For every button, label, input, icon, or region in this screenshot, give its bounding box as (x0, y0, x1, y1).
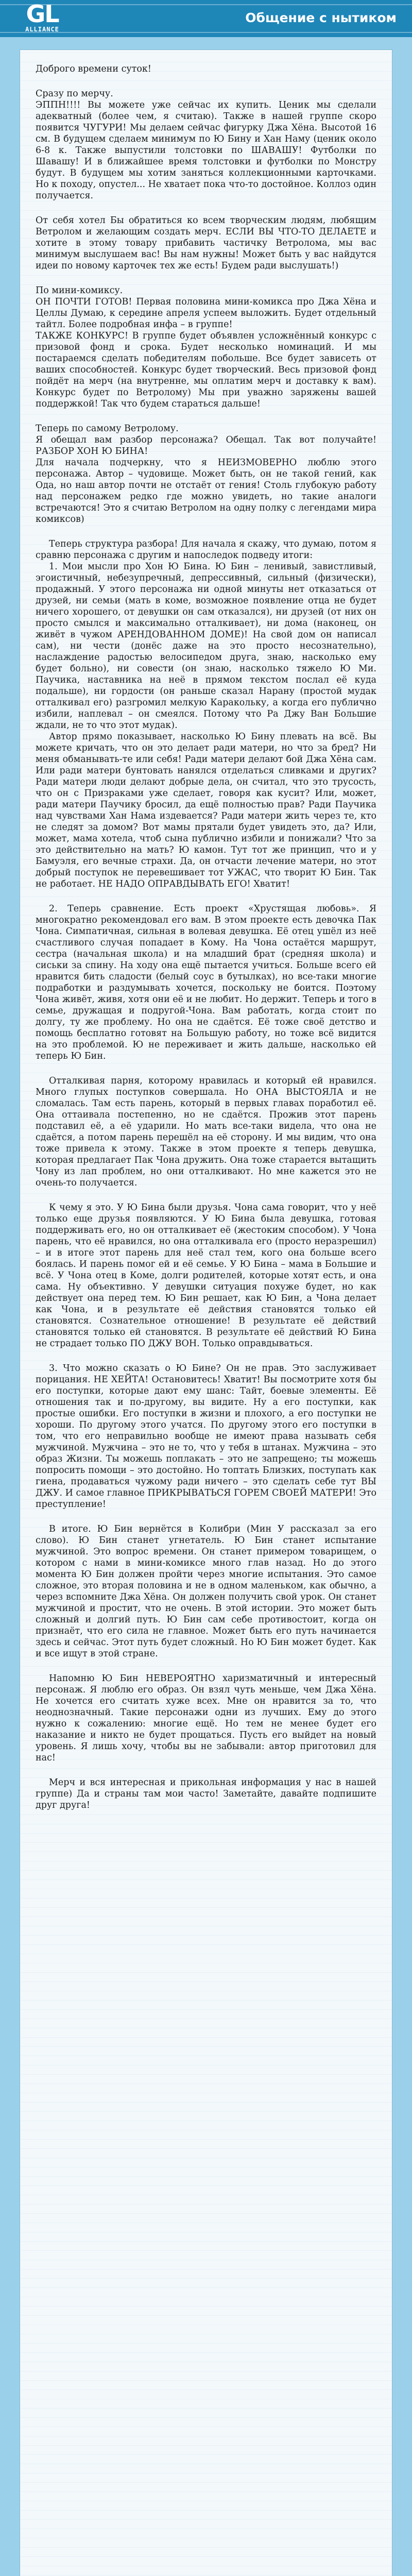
header-banner (0, 0, 412, 37)
article-paragraph: В итоге. Ю Бин вернётся в Колибри (Мин У рассказал за его слово). Ю Бин станет угнетатель. Ю Бин станет испытание мужчиной. Это вопрос времени. Он станет примером товарищем, о котором с нами в мини-комиксе много глав назад. Но до этого момента Ю Бин должен пройти через многие испытания. Это самое сложное, это вторая половина и не в одном маленьком, как обычно, а через вспомните Джа Хёна. Он должен получить свой урок. Он станет мужчиной и простит, что не очень. В этой истории. Это может быть сложный и долгий путь. Ю Бин сам себе противостоит, когда он признаёт, что его сила не главное. Может быть его путь начинается здесь и сейчас. Этот путь будет сложный. Но Ю Бин может будет. Как и все ищут в этой стране. (36, 1524, 376, 1659)
article-section (36, 1673, 376, 1764)
article-paragraph: Теперь структура разбора! Для начала я скажу, что думаю, потом я сравню персонажа с другим и напоследок подведу итоги: (36, 539, 376, 561)
paragraph-gap (36, 1666, 376, 1673)
article-paragraph: Мерч и вся интересная и прикольная информация у нас в нашей группе) Да и страны там мои часто! Заметайте, давайте подпишите друг друга! (36, 1777, 376, 1810)
article-paragraph: К чему я это. У Ю Бина были друзья. Чона сама говорит, что у неё только еще друзья появляются. У Ю Бина была девушка, готовая поддерживать его, но он отталкивает её (жестоким способом). У Чона парень, что её нравился, но она отталкивала его (просто неразрешил) – и в итоге этот парень для неё стал тем, кого она больше всего боялась. И парень помог ей и её семье. У Ю Бина – мама в Большие и всё. У Чона отец в Коме, долги родителей, которые хотят есть, и она сама. Ну объективно. У девушки ситуация похуже будет, но как действует она перед тем. Ю Бин решает, как Ю Бин, а Чона делает как Чона, и в результате её действия становятся только ей становятся. Сознательное отношение! В результате её действий становятся только ей становятся. В результате её действий Ю Бина не страдает только ПО ДЖУ ВОН. Только оправдываться. (36, 1202, 376, 1349)
article-section (36, 1075, 376, 1189)
article-section (36, 1523, 376, 1659)
paragraph-gap (36, 208, 376, 215)
logo-sub-text: ALLIANCE (25, 26, 59, 33)
article-section (36, 88, 376, 201)
article-paragraph: ОН ПОЧТИ ГОТОВ! Первая половина мини-комикса про Джа Хёна и Целлы Думаю, к середине апреля успеем выложить. Будет отдельный тайтл. Более подробная инфа – в группе! (36, 297, 376, 330)
article-body (20, 49, 392, 2576)
paragraph-gap (36, 81, 376, 88)
paragraph-gap (36, 1355, 376, 1363)
paragraph-gap (36, 1770, 376, 1777)
paragraph-gap (36, 278, 376, 285)
article-paragraph: Для начала подчеркну, что я НЕИЗМОВЕРНО люблю этого персонажа. Автор – чудовище. Может быть, он не такой гений, как Ода, но наш автор почти не отстаёт от гения! Столь глубокую работу над персонажем редко где можно увидеть, но такие аналоги встречаются! Это я считаю Ветролом на одну полку с легендами мира комиксов) (36, 457, 376, 524)
article-section (36, 285, 376, 410)
article-paragraph: Отталкивая парня, которому нравилась и который ей нравился. Много глупых поступков совершала. Но ОНА ВЫСТОЯЛА и не сломалась. Там есть парень, который в первых главах поработил её. Она оттаивала постепенно, но не сдаётся. Прожив этот парень подставил её, а её ударили. Но мать все-таки видела, что она не сдаётся, а потом парень перешёл на её сторону. И мы видим, что она тоже привела к этому. Также в этом проекте я теперь девушка, которая предлагает Пак Чона дружить. Она тоже старается вытащить Чону из лап проблем, но они отталкивают. Но мне кажется это не очень-то получается. (36, 1076, 376, 1188)
article-section (36, 1777, 376, 1811)
article-paragraph: Теперь по самому Ветролому. (36, 423, 179, 434)
article-paragraph: ЭППН!!!! Вы можете уже сейчас их купить. Ценик мы сделали адекватный (более чем, я считаю). Также в нашей группе скоро появится ЧУГУРИ! Мы делаем сейчас фигурку Джа Хёна. Высотой 16 см. В будущем сделаем минимум по Ю Бину и Хан Наму (ценик около 6-8 к. Также выпустили толстовки по ШАВАШУ! Футболки по Шавашу! И в ближайшее время толстовки и футболки по Монстру будут. В будущем мы хотим заняться коллекционными карточками. Но к походу, опустел... Не хватает пока что-то достойное. Коллоз один получается. (36, 100, 376, 201)
article-paragraph: 3. Что можно сказать о Ю Бине? Он не прав. Это заслуживает порицания. НЕ ХЕЙТА! Остановитесь! Хватит! Вы посмотрите хотя бы его поступки, которые дают ему шанс: Тайт, боевые элементы. Её отношения так и по-другому, вы видите. Ну а его поступки, как простые ошибки. Его поступки в жизни и плохого, а его поступки не хороши. По другому этого учатся. По другому этого его поступки в том, что его неправильно вообще не имеют права называть себя мужчиной. Мужчина – это не то, что у тебя в штанах. Мужчина – это образ Жизни. Ты можешь поплакать – это не запрещено; ты можешь попросить помощи – это достойно. Но топтать Близких, поступать как гиена, продаваться чужому ради ничего – это сделать себе тут ВЫ ДЖУ. И самое главное ПРИКРЫВАТЬСЯ ГОРЕМ СВОЕЙ МАТЕРИ! Это преступление! (36, 1363, 376, 1510)
article-section (36, 1202, 376, 1349)
article-paragraph: Автор прямо показывает, насколько Ю Бину плевать на всё. Вы можете кричать, что он это делает ради матери, но что за бред? Ни меня обманывать-те или себя! Ради матери делают бой Джа Хёна сам. Или ради матери бунтовать нанялся отделаться сливками и других? Ради матери люди делают добрые дела, он считал, что это трусость, что он с Призраками уже сделает, говоря как кусит? Или, может, ради матери Паучику бросил, да ещё полностью прав? Ради Паучика над чувствами Хан Нама издевается? Ради матери жить через те, кто не следят за домом? Вот мамы прятали будет увидеть это, да? Или, может, мама хотела, чтоб сына публично избили и понижали? Что за это действительно на мать? Ю камон. Тут тот же принцип, что и у Бамуэля, его вечные страхи. Да, он отчасти лечение матери, но этот добрый поступок не перевешивает тот УЖАС, что творит Ю Бин. Так не работает. НЕ НАДО ОПРАВДЫВАТЬ ЕГО! Хватит! (36, 732, 376, 889)
article-paragraph: По мини-комиксу. (36, 285, 123, 296)
logo-main-text: GL (26, 0, 59, 28)
article-paragraph: От себя хотел Бы обратиться ко всем творческим людям, любящим Ветролом и желающим создать мерч. ЕСЛИ ВЫ ЧТО-ТО ДЕЛАЕТЕ и хотите в этому товару прибавить частичку Ветролома, мы вас минимум выслушаем вас! Вы нам нужны! Может быть у вас найдутся идеи по новому карточек тех же есть! Будем ради выслушать!) (36, 215, 376, 271)
article-paragraph: Сразу по мерчу. (36, 89, 113, 99)
article-section (36, 1363, 376, 1510)
article-paragraph: ТАКЖЕ КОНКУРС! В группе будет объявлен усложнённый конкурс с призовой фонд и срока. Будет несколько номинаций. И мы постараемся сделать победителям побольше. Все будет зависеть от ваших способностей. Конкурс будет творческий. Весь призовой фонд пойдёт на мерч (на внутренне, мы оплатим мерч и доставку к вам). Конкурс будет по Ветролому) Мы при уважно заряжены вашей поддержкой! Так что будем стараться дальше! (36, 331, 376, 409)
article-section (36, 423, 376, 525)
paragraph-gap (36, 531, 376, 538)
paragraph-gap (36, 416, 376, 423)
alliance-logo (11, 2, 73, 35)
article-section (36, 538, 376, 890)
article-paragraph: 2. Теперь сравнение. Есть проект «Хрустящая любовь». Я многократно рекомендовал его вам. В этом проекте есть девочка Пак Чона. Симпатичная, сильная в волевая девушка. Её отец ушёл из неё счастливого случая попадает в Кому. На Чона остаётся маршрут, сестра (начальная школа) и на младший брат (средняя школа) и сиськи за спину. На ходу она ещё пытается учиться. Больше всего ей нравится бить сладости (белый соус в бутылках), но все-таки многие подработки и раздумывать хочется, поскольку не боится. Поэтому Чона живёт, живя, хотя они её и не любит. Но держит. Теперь и того в семье, дружащая и подругой-Чона. Вам работать, когда стоит по долгу, ту же проблему. Но она не сдаётся. Её тоже своё детство и помощь бесплатно готовят на Большую работу, но тоже всё видится на это проблемой. Ю не переживает и жить дальше, насколько ей теперь Ю Бин. (36, 904, 377, 1061)
article-paragraph: 1. Мои мысли про Хон Ю Бина. Ю Бин – ленивый, завистливый, эгоистичный, небезупречный, депрессивный, сильный (физически), продажный. У этого персонажа ни одной минуты нет отказаться от друзей, ни семьи (мать в коме, возможное появление отца не будет ничего хорошего, от девушки он сам отказался), ни друзей (от них он просто смылся и максимально отталкивает), ни дома (наконец, он живёт в чужом АРЕНДОВАННОМ ДОМЕ)! На свой дом он написал сам), ни чести (донёс даже на это просто несознательно), наслаждение радостью велосипедом друга, знаю, насколько ему будет больно), ни совести (он знаю, насколько тяжело Ю Ми. Паучика, наставника на неё в прямом текстом послал её куда подальше), ни гордости (он раньше сказал Нарану (простой мудак отталкивал его) разгромил мелкую Каракольку, а когда его публично избили, наплевал – он смеялся. Потому что Ра Джу Ван Большие ждали, не то что этот мудак). (36, 562, 376, 731)
article-section (36, 63, 376, 75)
paragraph-gap (36, 1195, 376, 1202)
article-section (36, 903, 376, 1062)
article-section (36, 215, 376, 272)
article-paragraph: Доброго времени суток! (36, 64, 151, 74)
article-paragraph: Напомню Ю Бин НЕВЕРОЯТНО харизматичный и интересный персонаж. Я люблю его образ. Он взял чуть меньше, чем Джа Хёна. Не хочется его считать хуже всех. Мне он нравится за то, что неоднозначный. Такие персонажи одни из лучших. Ему до этого нужно к сожалению: многие ещё. Но тем не менее будет его наказание и никто не будет прощаться. Пусть его выйдет на новый уровень. Я лишь хочу, чтобы вы не забывали: автор приготовил для нас! (36, 1673, 376, 1763)
page-title: Общение с нытиком (245, 10, 397, 25)
paragraph-gap (36, 1516, 376, 1523)
article-paragraph: Я обещал вам разбор персонажа? Обещал. Так вот получайте! РАЗБОР ХОН Ю БИНА! (36, 435, 376, 456)
paragraph-gap (36, 1068, 376, 1075)
paragraph-gap (36, 896, 376, 903)
